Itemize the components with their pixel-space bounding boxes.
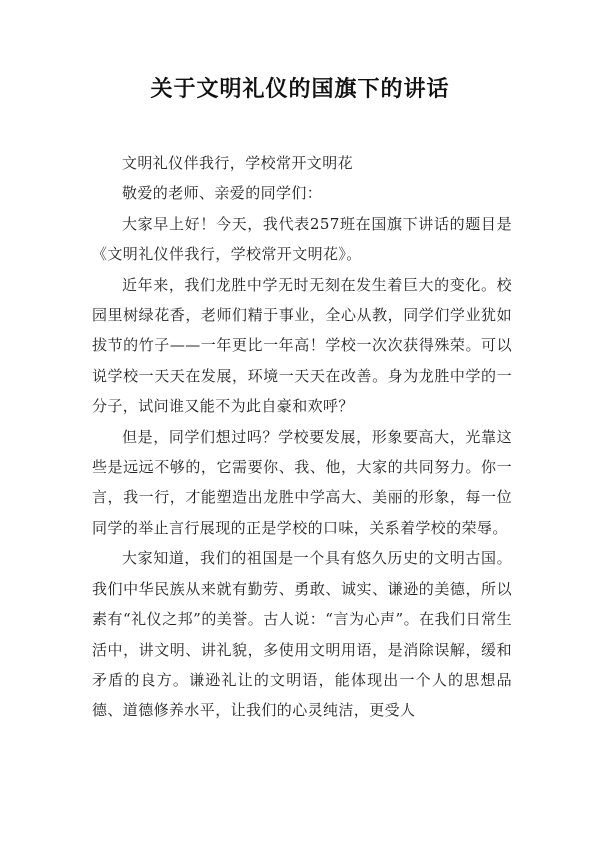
body-paragraph: 近年来，我们龙胜中学无时无刻在发生着巨大的变化。校园里树绿花香，老师们精于事业，全心从教，同学们学业犹如拔节的竹子——一年更比一年高！学校一次次获得殊荣。可以说学校一天天在发展，环境一天天在改善。身为龙胜中学的一分子，试问谁又能不为此自豪和欢呼？	[92, 275, 512, 416]
subtitle-paragraph: 文明礼仪伴我行，学校常开文明花	[122, 154, 354, 172]
greeting-paragraph: 敬爱的老师、亲爱的同学们：	[122, 184, 323, 203]
body-paragraph: 大家早上好！今天，我代表257班在国旗下讲话的题目是《文明礼仪伴我行，学校常开文明花》。	[92, 214, 512, 264]
document-title: 关于文明礼仪的国旗下的讲话	[150, 76, 450, 102]
body-paragraph: 但是，同学们想过吗？学校要发展，形象要高大，光靠这些是远远不够的，它需要你、我、他，大家的共同努力。你一言，我一行，才能塑造出龙胜中学高大、美丽的形象，每一位同学的举止言行展现的正是学校的口味，关系着学校的荣辱。	[92, 427, 512, 537]
document-body	[92, 148, 512, 726]
body-paragraph: 大家知道，我们的祖国是一个具有悠久历史的文明古国。我们中华民族从来就有勤劳、勇敢、诚实、谦逊的美德，所以素有“礼仪之邦”的美誉。古人说：“言为心声”。在我们日常生活中，讲文明、讲礼貌，多使用文明用语，是消除误解，缓和矛盾的良方。谦逊礼让的文明语，能体现出一个人的思想品德、道德修养水平，让我们的心灵纯洁，更受人	[92, 549, 512, 720]
